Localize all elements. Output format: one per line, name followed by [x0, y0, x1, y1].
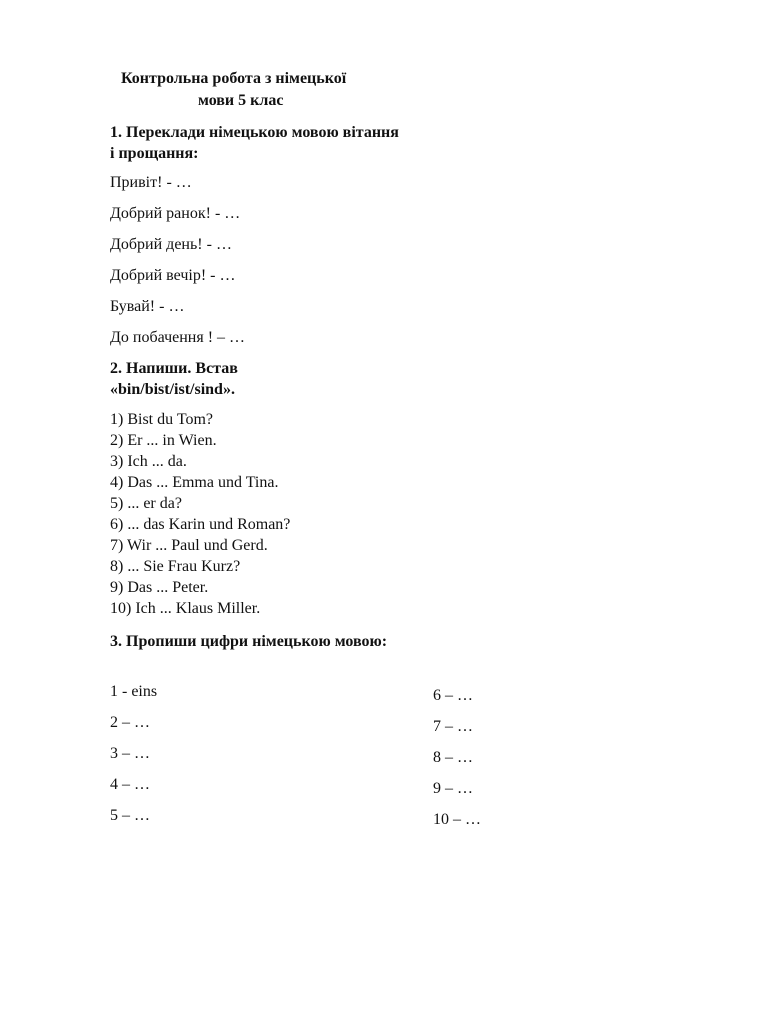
document-title-line-1: Контрольна робота з німецької	[121, 70, 347, 87]
number-right-item: 7 – …	[433, 718, 473, 735]
number-left-item: 5 – …	[110, 807, 150, 824]
task1-item: Привіт! - …	[110, 174, 192, 191]
task2-item: 2) Er ... in Wien.	[110, 432, 217, 449]
task1-item: Добрий вечір! - …	[110, 267, 236, 284]
task2-item: 8) ... Sie Frau Kurz?	[110, 558, 241, 575]
document-title-line-2: мови 5 клас	[198, 92, 284, 109]
task2-item: 3) Ich ... da.	[110, 453, 187, 470]
number-left-item: 3 – …	[110, 745, 150, 762]
task2-item: 4) Das ... Emma und Tina.	[110, 474, 279, 491]
task1-item: Бувай! - …	[110, 298, 185, 315]
number-right-item: 8 – …	[433, 749, 473, 766]
task2-exercise-list	[110, 409, 290, 619]
task2-item: 9) Das ... Peter.	[110, 579, 209, 596]
number-right-item: 6 – …	[433, 687, 473, 704]
number-left-item: 2 – …	[110, 714, 150, 731]
task1-item: Добрий день! - …	[110, 236, 232, 253]
task2-item: 6) ... das Karin und Roman?	[110, 516, 291, 533]
task2-item: 5) ... er da?	[110, 495, 182, 512]
number-right-item: 10 – …	[433, 811, 481, 828]
task2-item: 1) Bist du Tom?	[110, 411, 214, 428]
task1-item: Добрий ранок! - …	[110, 205, 241, 222]
task2-heading: 2. Напиши. Встав «bin/bist/ist/sind».	[110, 360, 238, 398]
number-left-item: 1 - eins	[110, 683, 158, 700]
number-right-item: 9 – …	[433, 780, 473, 797]
number-left-item: 4 – …	[110, 776, 150, 793]
task3-heading: 3. Пропиши цифри німецькою мовою:	[110, 633, 388, 650]
task1-item: До побачення ! – …	[110, 329, 246, 346]
task2-item: 10) Ich ... Klaus Miller.	[110, 600, 261, 617]
task1-heading: 1. Переклади німецькою мовою вітання і прощання:	[110, 124, 399, 162]
task2-item: 7) Wir ... Paul und Gerd.	[110, 537, 268, 554]
